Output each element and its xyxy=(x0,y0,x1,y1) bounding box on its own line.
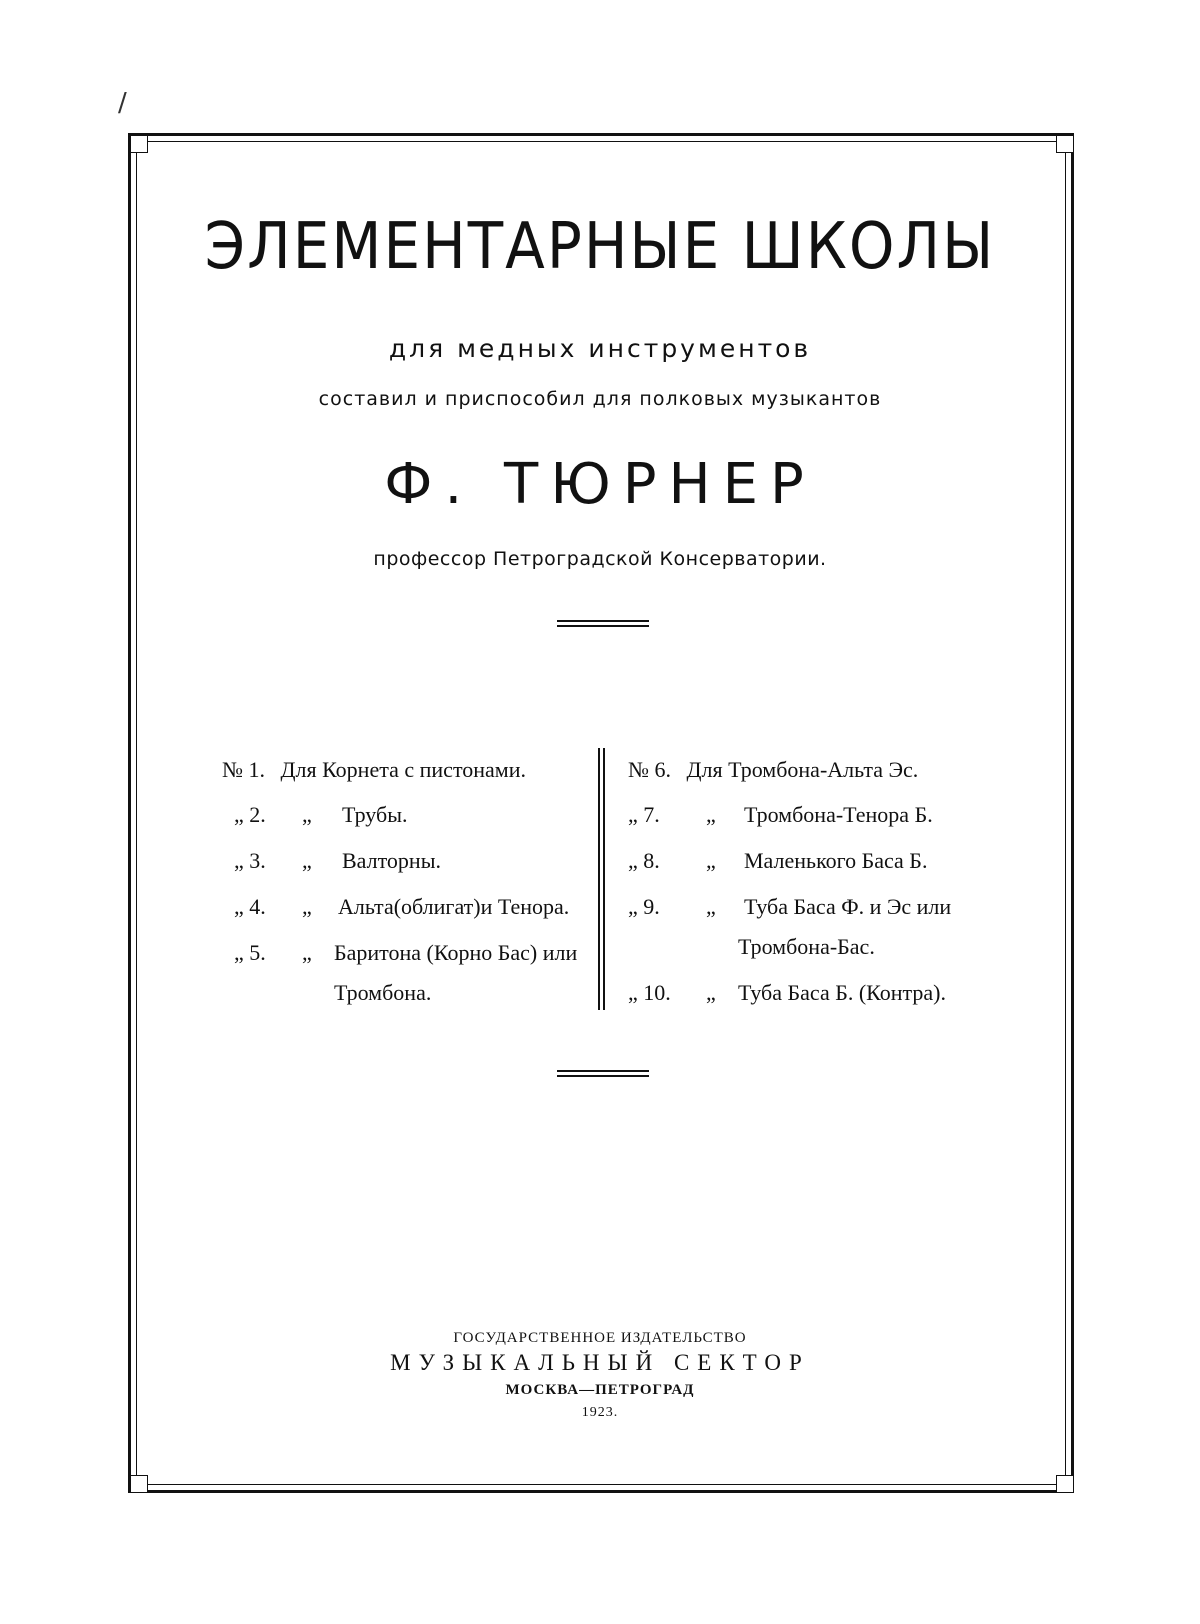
publisher-name: ГОСУДАРСТВЕННОЕ ИЗДАТЕЛЬСТВО xyxy=(453,1330,747,1346)
item-text: Валторны. xyxy=(342,848,441,873)
publisher-cities: МОСКВА—ПЕТРОГРАД xyxy=(505,1382,695,1398)
border-corner-ornament xyxy=(130,1475,148,1493)
item-number: „ 3. xyxy=(234,848,266,873)
double-rule-divider xyxy=(557,1070,649,1080)
list-item xyxy=(222,757,526,783)
ditto-mark: „ xyxy=(302,848,312,873)
ditto-mark: „ xyxy=(302,940,312,965)
item-text: Баритона (Корно Бас) или xyxy=(334,940,578,965)
ditto-mark: „ xyxy=(706,848,716,873)
publisher-sector: МУЗЫКАЛЬНЫЙ СЕКТОР xyxy=(390,1350,810,1375)
item-number: № 1. xyxy=(222,757,265,782)
author-name: Ф. ТЮРНЕР xyxy=(384,452,816,517)
item-text: Тромбона-Тенора Б. xyxy=(744,802,933,827)
item-text: Альта(облигат)и Тенора. xyxy=(338,894,570,919)
column-divider xyxy=(598,748,600,1010)
double-rule-divider xyxy=(557,620,649,630)
ditto-mark: „ xyxy=(302,802,312,827)
column-divider xyxy=(603,748,605,1010)
compiled-by-line: составил и приспособил для полковых музыкантов xyxy=(318,388,882,410)
item-text-continued: Тромбона. xyxy=(334,980,432,1005)
list-item xyxy=(234,802,266,828)
item-number: „ 8. xyxy=(628,848,660,873)
item-number: „ 4. xyxy=(234,894,266,919)
item-number: „ 9. xyxy=(628,894,660,919)
page-title: ЭЛЕМЕНТАРНЫЕ ШКОЛЫ xyxy=(204,208,996,284)
item-text-continued: Тромбона-Бас. xyxy=(738,934,875,959)
border-corner-ornament xyxy=(1056,1475,1074,1493)
subtitle: для медных инструментов xyxy=(388,334,812,363)
border-corner-ornament xyxy=(130,135,148,153)
handwritten-mark: / xyxy=(118,88,127,118)
ditto-mark: „ xyxy=(706,894,716,919)
ditto-mark: „ xyxy=(302,894,312,919)
item-number: „ 5. xyxy=(234,940,266,965)
list-item xyxy=(628,757,918,783)
item-number: „ 10. xyxy=(628,980,671,1005)
item-text: Туба Баса Ф. и Эс или xyxy=(744,894,952,919)
author-position: профессор Петроградской Консерватории. xyxy=(373,548,827,570)
item-number: „ 7. xyxy=(628,802,660,827)
item-text: Для Тромбона-Альта Эс. xyxy=(686,757,919,782)
item-number: „ 2. xyxy=(234,802,266,827)
item-text: Маленького Баса Б. xyxy=(744,848,928,873)
item-text: Для Корнета с пистонами. xyxy=(280,757,527,782)
item-number: № 6. xyxy=(628,757,671,782)
publication-year: 1923. xyxy=(581,1405,619,1420)
item-text: Туба Баса Б. (Контра). xyxy=(738,980,946,1005)
border-corner-ornament xyxy=(1056,135,1074,153)
item-text: Трубы. xyxy=(342,802,408,827)
ditto-mark: „ xyxy=(706,802,716,827)
ditto-mark: „ xyxy=(706,980,716,1005)
